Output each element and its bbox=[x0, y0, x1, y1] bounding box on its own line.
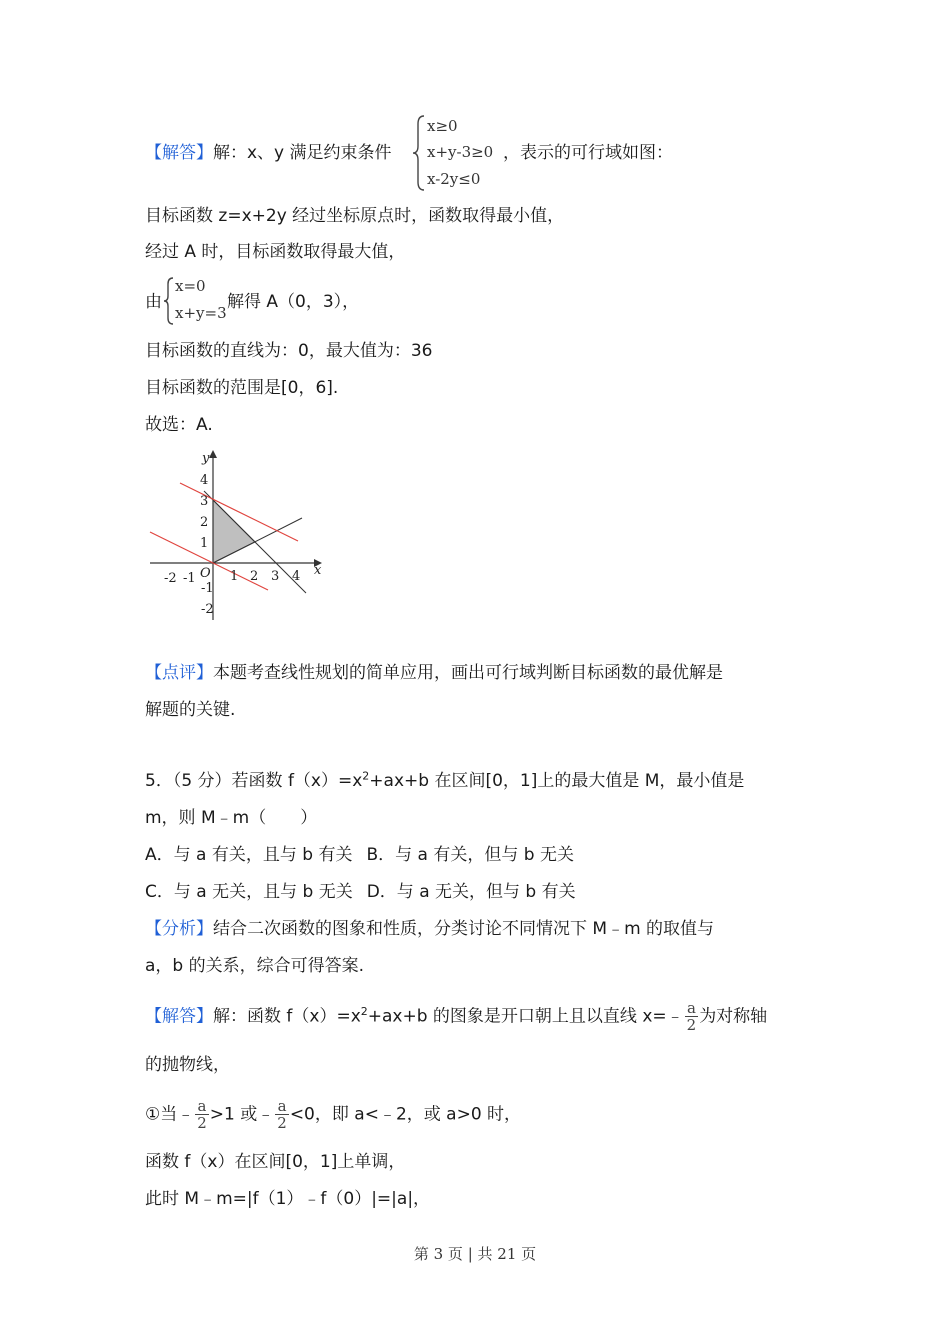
solve-eq-2: x+y=3 bbox=[175, 304, 227, 322]
left-brace-icon bbox=[412, 114, 426, 192]
y-tick-label: 1 bbox=[200, 536, 209, 551]
q5-line-1 bbox=[145, 769, 744, 793]
y-axis-arrow-icon bbox=[209, 450, 217, 458]
solution-text-b: +ax+b 的图象是开口朝上且以直线 x=﹣ bbox=[367, 1006, 684, 1027]
feasible-region-graph bbox=[140, 448, 340, 628]
solution-line-5: 此时 M﹣m=|f（1）﹣f（0）|=|a|， bbox=[145, 1189, 431, 1209]
answer-line-1 bbox=[145, 141, 392, 165]
case-text-c: <0，即 a<﹣2，或 a>0 时， bbox=[289, 1104, 522, 1125]
comment-line-1 bbox=[145, 661, 723, 685]
answer-line-6: 目标函数的范围是[0，6]. bbox=[145, 378, 339, 398]
x-tick-label: 1 bbox=[230, 569, 239, 584]
solution-line-1 bbox=[145, 1000, 767, 1033]
solution-text-c: 为对称轴 bbox=[699, 1006, 768, 1027]
option-c: C．与 a 无关，且与 b 无关 bbox=[145, 882, 353, 902]
x-tick-label: 3 bbox=[271, 569, 280, 584]
constraint-1: x≥0 bbox=[427, 117, 458, 135]
constraint-2: x+y-3≥0 bbox=[427, 143, 494, 161]
q5-exponent: 2 bbox=[362, 769, 370, 783]
solve-system bbox=[163, 276, 233, 326]
fraction-a-over-2: $\frac{a}{2}$ bbox=[686, 999, 697, 1034]
solution-text-a: 解：函数 f（x）=x bbox=[213, 1006, 361, 1027]
analysis-line-1 bbox=[145, 917, 714, 941]
answer-tag: 【解答】 bbox=[145, 143, 213, 163]
origin-label: O bbox=[200, 566, 211, 581]
option-b: B．与 a 有关，但与 b 无关 bbox=[366, 845, 574, 865]
answer-intro: 解：x、y 满足约束条件 bbox=[213, 143, 392, 163]
solution-tag: 【解答】 bbox=[145, 1006, 213, 1027]
x-tick-label: -2 bbox=[164, 571, 177, 586]
q5-options-row-2 bbox=[145, 880, 576, 904]
solve-eq-1: x=0 bbox=[175, 277, 206, 295]
answer-line-7: 故选：A. bbox=[145, 415, 213, 435]
comment-text-1: 本题考查线性规划的简单应用，画出可行域判断目标函数的最优解是 bbox=[213, 663, 723, 683]
answer-line-5: 目标函数的直线为：0，最大值为：36 bbox=[145, 341, 433, 361]
x-tick-label: 2 bbox=[250, 569, 259, 584]
option-a: A．与 a 有关，且与 b 有关 bbox=[145, 845, 353, 865]
analysis-line-2: a，b 的关系，综合可得答案. bbox=[145, 956, 365, 976]
fraction-a-over-2: $\frac{a}{2}$ bbox=[197, 1097, 207, 1132]
y-tick-label: 3 bbox=[200, 494, 209, 509]
constraint-system bbox=[412, 114, 502, 192]
solution-line-4: 函数 f（x）在区间[0，1]上单调， bbox=[145, 1152, 406, 1172]
answer-line-4-pre: 由 bbox=[145, 292, 162, 312]
case-text-a: ①当﹣ bbox=[145, 1104, 195, 1125]
q5-options-row-1 bbox=[145, 843, 574, 867]
x-axis-label: x bbox=[314, 563, 322, 578]
solution-line-3 bbox=[145, 1098, 521, 1131]
y-tick-label: 2 bbox=[200, 515, 209, 530]
constraint-3: x-2y≤0 bbox=[427, 170, 481, 188]
answer-line-2: 目标函数 z=x+2y 经过坐标原点时，函数取得最小值， bbox=[145, 206, 565, 226]
x-tick-label: 4 bbox=[292, 569, 301, 584]
analysis-text-1: 结合二次函数的图象和性质，分类讨论不同情况下 M﹣m 的取值与 bbox=[213, 919, 715, 939]
left-brace-icon-2 bbox=[163, 276, 175, 326]
comment-tag: 【点评】 bbox=[145, 663, 213, 683]
solution-line-2: 的抛物线， bbox=[145, 1055, 230, 1075]
solution-exponent: 2 bbox=[360, 1004, 368, 1018]
q5-line-2: m，则 M﹣m（ ） bbox=[145, 808, 318, 828]
fraction-a-over-2: $\frac{a}{2}$ bbox=[277, 1097, 287, 1132]
x-tick-label: -1 bbox=[183, 571, 196, 586]
q5-stem-b: +ax+b 在区间[0，1]上的最大值是 M，最小值是 bbox=[369, 771, 745, 791]
y-tick-label: -2 bbox=[201, 602, 214, 617]
answer-line-4-post: 解得 A（0，3）， bbox=[227, 292, 360, 312]
analysis-tag: 【分析】 bbox=[145, 919, 213, 939]
y-tick-label: -1 bbox=[201, 581, 214, 596]
answer-line-3: 经过 A 时，目标函数取得最大值， bbox=[145, 242, 406, 262]
q5-stem-a: 5．（5 分）若函数 f（x）=x bbox=[145, 771, 363, 791]
y-axis-label: y bbox=[202, 451, 210, 466]
page-footer: 第 3 页 | 共 21 页 bbox=[413, 1245, 537, 1263]
option-d: D．与 a 无关，但与 b 有关 bbox=[366, 882, 576, 902]
answer-line-1-tail: ，表示的可行域如图： bbox=[503, 143, 673, 163]
y-tick-label: 4 bbox=[200, 473, 209, 488]
comment-line-2: 解题的关键. bbox=[145, 700, 236, 720]
case-text-b: >1 或﹣ bbox=[209, 1104, 275, 1125]
